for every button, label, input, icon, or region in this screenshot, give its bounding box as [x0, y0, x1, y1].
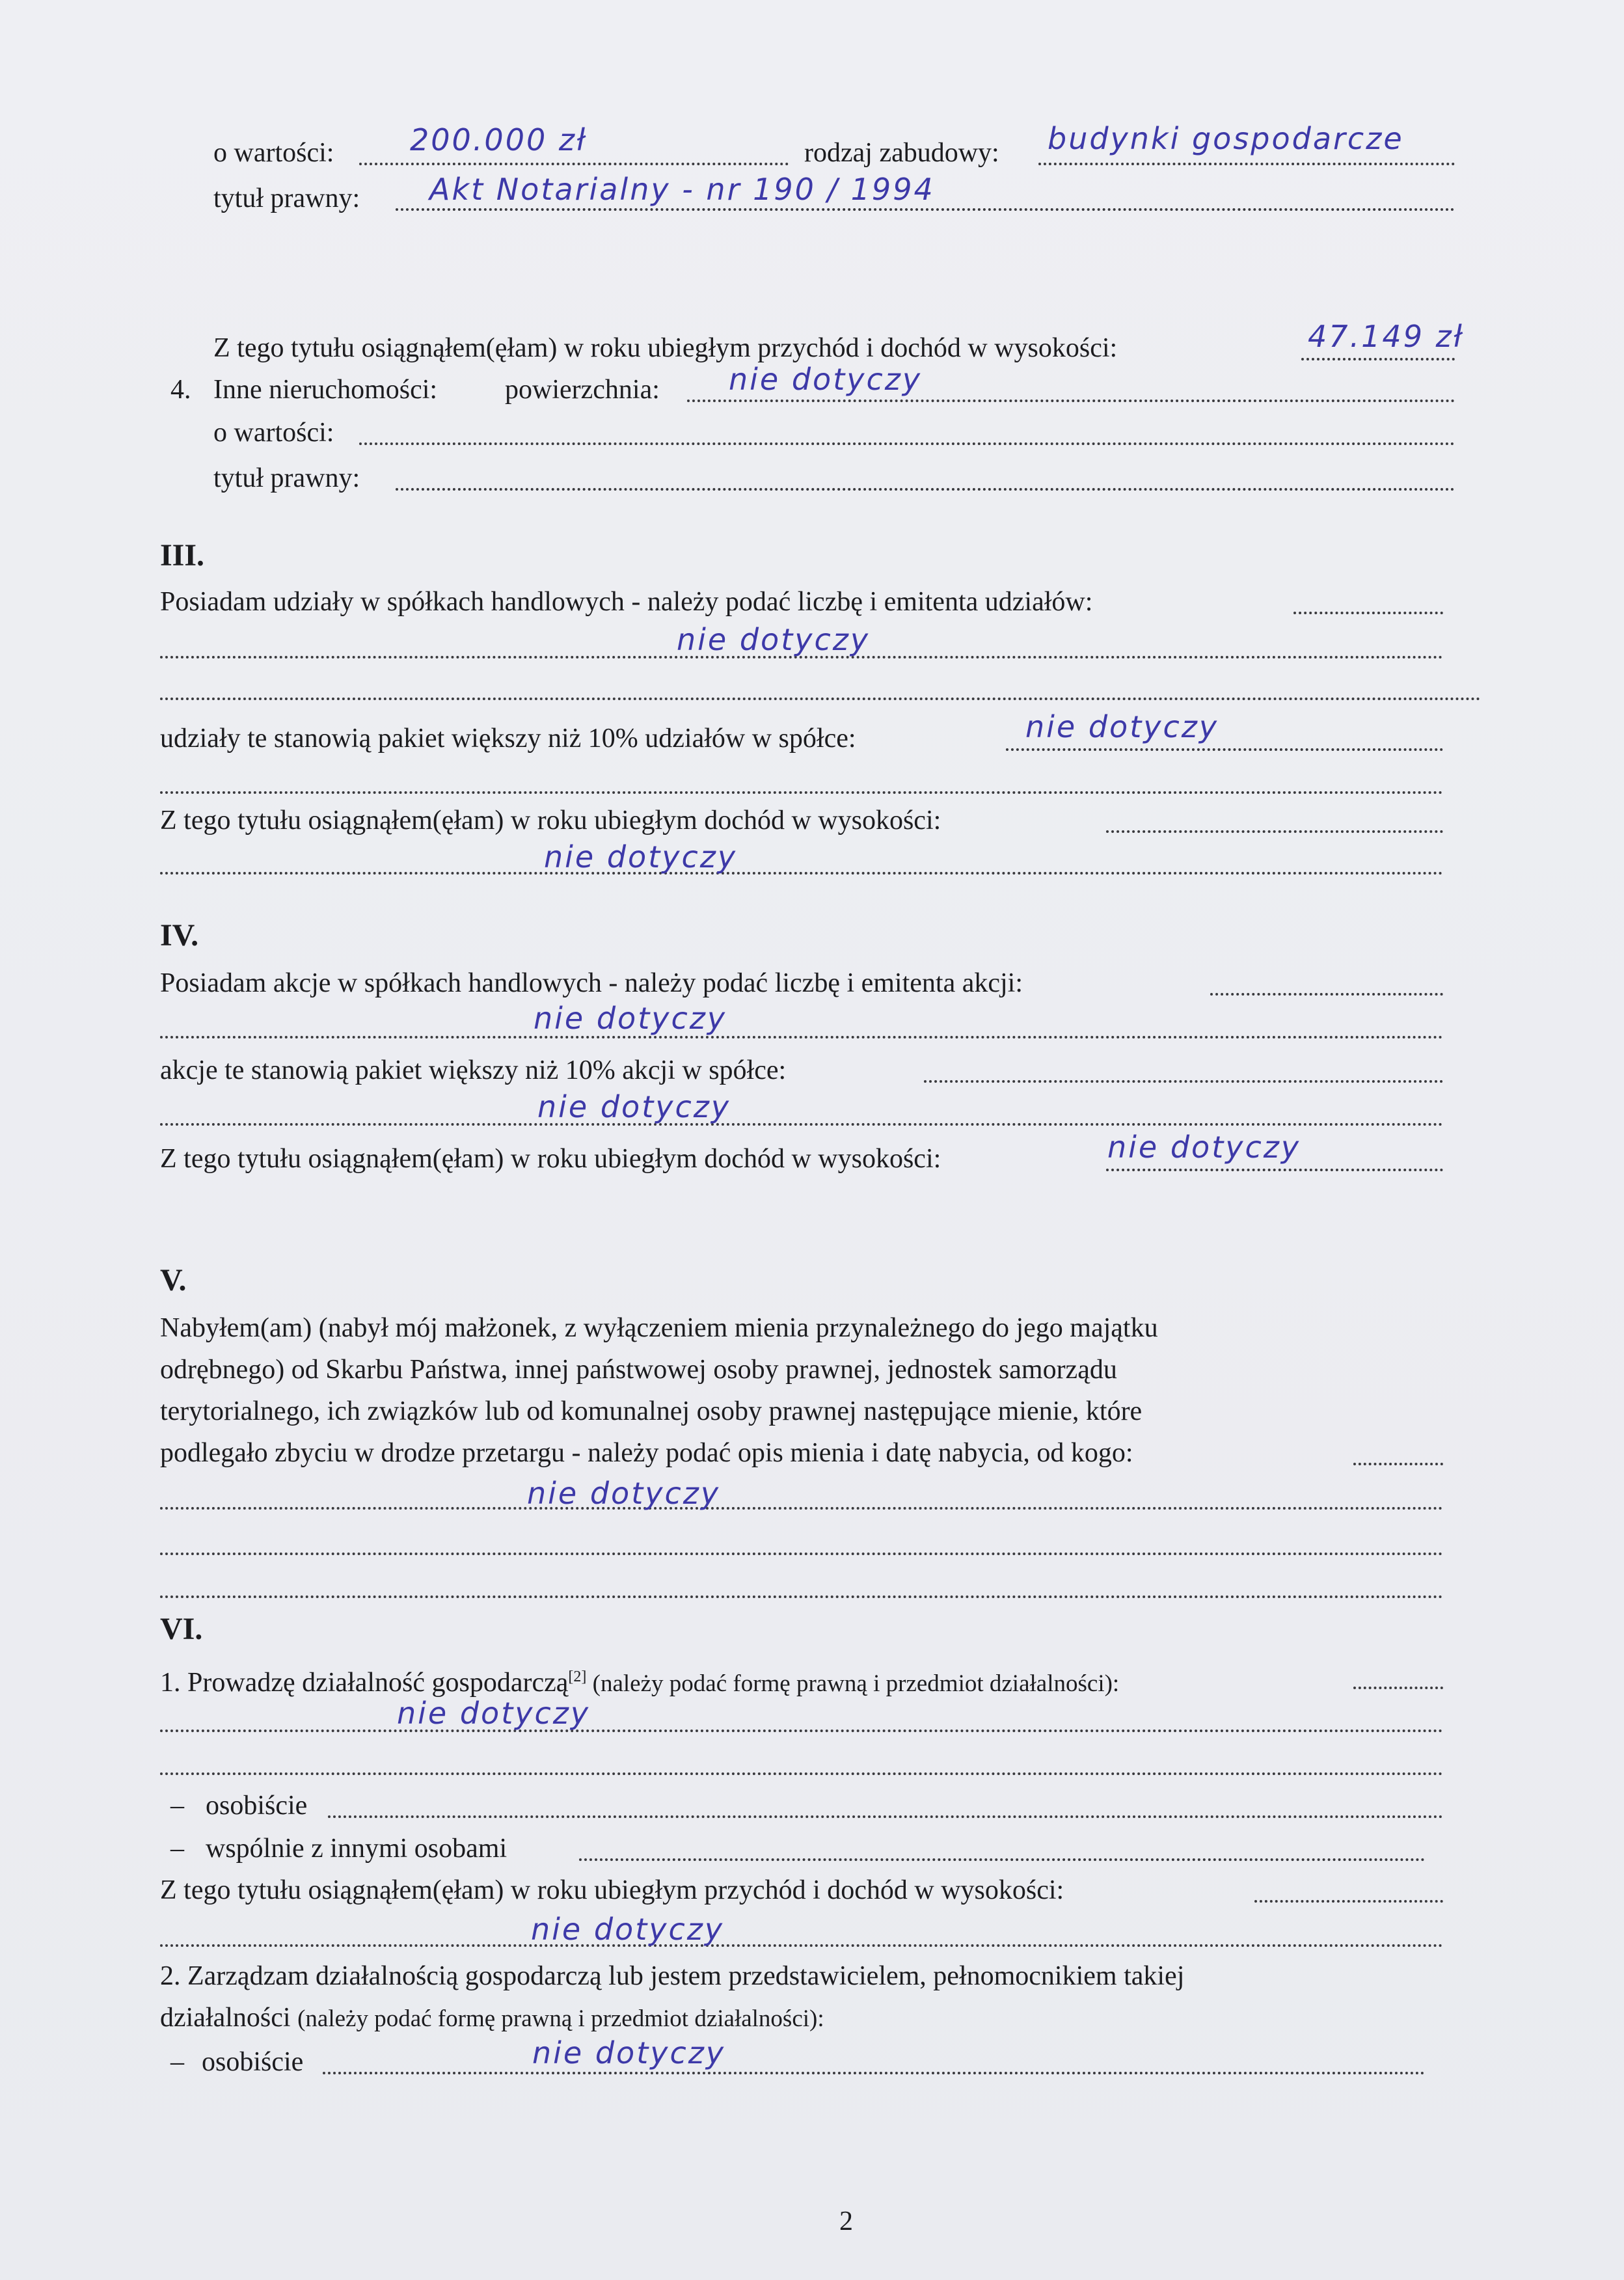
- legal-title-dots: [396, 208, 1455, 211]
- shares-dots-3: [160, 698, 1481, 700]
- shares-income-handwritten: nie dotyczy: [544, 839, 738, 875]
- value-dots: [359, 163, 789, 165]
- value2-label: o wartości:: [213, 418, 334, 448]
- section-V-heading: V.: [160, 1263, 187, 1297]
- section-V-dots-4: [160, 1595, 1443, 1598]
- personal-dash: –: [170, 1791, 184, 1821]
- business-handwritten: nie dotyczy: [397, 1696, 591, 1731]
- value2-dots: [359, 442, 1455, 445]
- stocks-income-label: Z tego tytułu osiągnąłem(ęłam) w roku ubiegłym dochód w wysokości:: [160, 1144, 941, 1174]
- business-income-dots-1: [1254, 1900, 1443, 1903]
- title2-label: tytuł prawny:: [213, 463, 360, 493]
- shares-dots-1: [1293, 612, 1443, 614]
- stocks-income-handwritten: nie dotyczy: [1107, 1130, 1301, 1165]
- stocks-package-label: akcje te stanowią pakiet większy niż 10% akcji w spółce:: [160, 1055, 787, 1085]
- income-handwritten: 47.149 zł: [1308, 319, 1464, 354]
- stocks-package-dots: [924, 1080, 1443, 1083]
- business-income-label: Z tego tytułu osiągnąłem(ęłam) w roku ubiegłym przychód i dochód w wysokości:: [160, 1875, 1064, 1905]
- page-number: 2: [839, 2206, 853, 2236]
- joint-dash: –: [170, 1834, 184, 1864]
- stocks-dots-1: [1210, 993, 1443, 996]
- section-III-heading: III.: [160, 538, 205, 573]
- shares-package-label: udziały te stanowią pakiet większy niż 10% udziałów w spółce:: [160, 724, 856, 753]
- shares-package-dots-2: [160, 791, 1443, 794]
- value-label: o wartości:: [213, 138, 334, 168]
- area-handwritten: nie dotyczy: [729, 362, 923, 397]
- business-dots-2: [160, 1730, 1443, 1732]
- section-V-dots-1: [1353, 1463, 1443, 1465]
- built-type-dots: [1038, 163, 1455, 165]
- shares-package-dots: [1006, 748, 1443, 751]
- shares-income-dots-2: [160, 872, 1443, 875]
- shares-income-dots: [1106, 830, 1443, 833]
- section-V-line4: podlegało zbyciu w drodze przetargu - należy podać opis mienia i datę nabycia, od kogo:: [160, 1438, 1133, 1468]
- stocks-income-dots: [1106, 1169, 1443, 1171]
- stocks-package-handwritten: nie dotyczy: [537, 1089, 731, 1124]
- shares-label: Posiadam udziały w spółkach handlowych - należy podać liczbę i emitenta udziałów:: [160, 587, 1093, 617]
- business-income-dots-2: [160, 1944, 1443, 1947]
- personal2-dash: –: [170, 2047, 184, 2077]
- business-dots-3: [160, 1772, 1443, 1775]
- area-dots: [687, 400, 1455, 402]
- section-V-line2: odrębnego) od Skarbu Państwa, innej państwowej osoby prawnej, jednostek samorządu: [160, 1355, 1117, 1385]
- value-handwritten: 200.000 zł: [410, 122, 588, 157]
- section-V-line1: Nabyłem(am) (nabył mój małżonek, z wyłączeniem mienia przynależnego do jego majątku: [160, 1313, 1158, 1343]
- personal2-handwritten: nie dotyczy: [532, 2035, 726, 2070]
- joint-dots: [579, 1858, 1425, 1861]
- section-V-line3: terytorialnego, ich związków lub od komunalnej osoby prawnej następujące mienie, które: [160, 1396, 1143, 1426]
- built-type-handwritten: budynki gospodarcze: [1048, 121, 1404, 156]
- business-income-handwritten: nie dotyczy: [531, 1912, 725, 1947]
- joint-label: wspólnie z innymi osobami: [206, 1834, 508, 1864]
- management-line1: 2. Zarządzam działalnością gospodarczą lub jestem przedstawicielem, pełnomocnikiem takiej: [160, 1961, 1185, 1991]
- stocks-dots-2: [160, 1036, 1443, 1038]
- section-V-dots-2: [160, 1507, 1443, 1510]
- personal-label: osobiście: [206, 1791, 308, 1821]
- title2-dots: [396, 488, 1455, 491]
- income-dots: [1301, 358, 1455, 360]
- legal-title-label: tytuł prawny:: [213, 183, 360, 213]
- personal2-dots: [323, 2072, 1425, 2074]
- legal-title-handwritten: Akt Notarialny - nr 190 / 1994: [429, 172, 935, 207]
- section-V-handwritten: nie dotyczy: [527, 1476, 721, 1511]
- business-dots-1: [1353, 1687, 1443, 1689]
- section-IV-heading: IV.: [160, 918, 199, 953]
- personal2-label: osobiście: [202, 2047, 304, 2077]
- shares-income-label: Z tego tytułu osiągnąłem(ęłam) w roku ubiegłym dochód w wysokości:: [160, 806, 941, 835]
- section-VI-heading: VI.: [160, 1612, 203, 1646]
- stocks-label: Posiadam akcje w spółkach handlowych - należy podać liczbę i emitenta akcji:: [160, 968, 1023, 998]
- business-label: 1. Prowadzę działalność gospodarczą[2] (należy podać formę prawną i przedmiot działalności):: [160, 1668, 1120, 1698]
- item4-number: 4.: [170, 375, 191, 405]
- shares-package-handwritten: nie dotyczy: [1025, 709, 1219, 744]
- area-label: powierzchnia:: [505, 375, 660, 405]
- management-line2: działalności (należy podać formę prawną i przedmiot działalności):: [160, 2003, 824, 2033]
- item4-label: Inne nieruchomości:: [213, 375, 438, 405]
- stocks-handwritten: nie dotyczy: [534, 1001, 727, 1036]
- income-label: Z tego tytułu osiągnąłem(ęłam) w roku ubiegłym przychód i dochód w wysokości:: [213, 333, 1118, 363]
- built-type-label: rodzaj zabudowy:: [804, 138, 999, 168]
- stocks-package-dots-2: [160, 1123, 1443, 1126]
- section-V-dots-3: [160, 1553, 1443, 1555]
- shares-handwritten: nie dotyczy: [677, 622, 871, 657]
- personal-dots: [328, 1815, 1443, 1818]
